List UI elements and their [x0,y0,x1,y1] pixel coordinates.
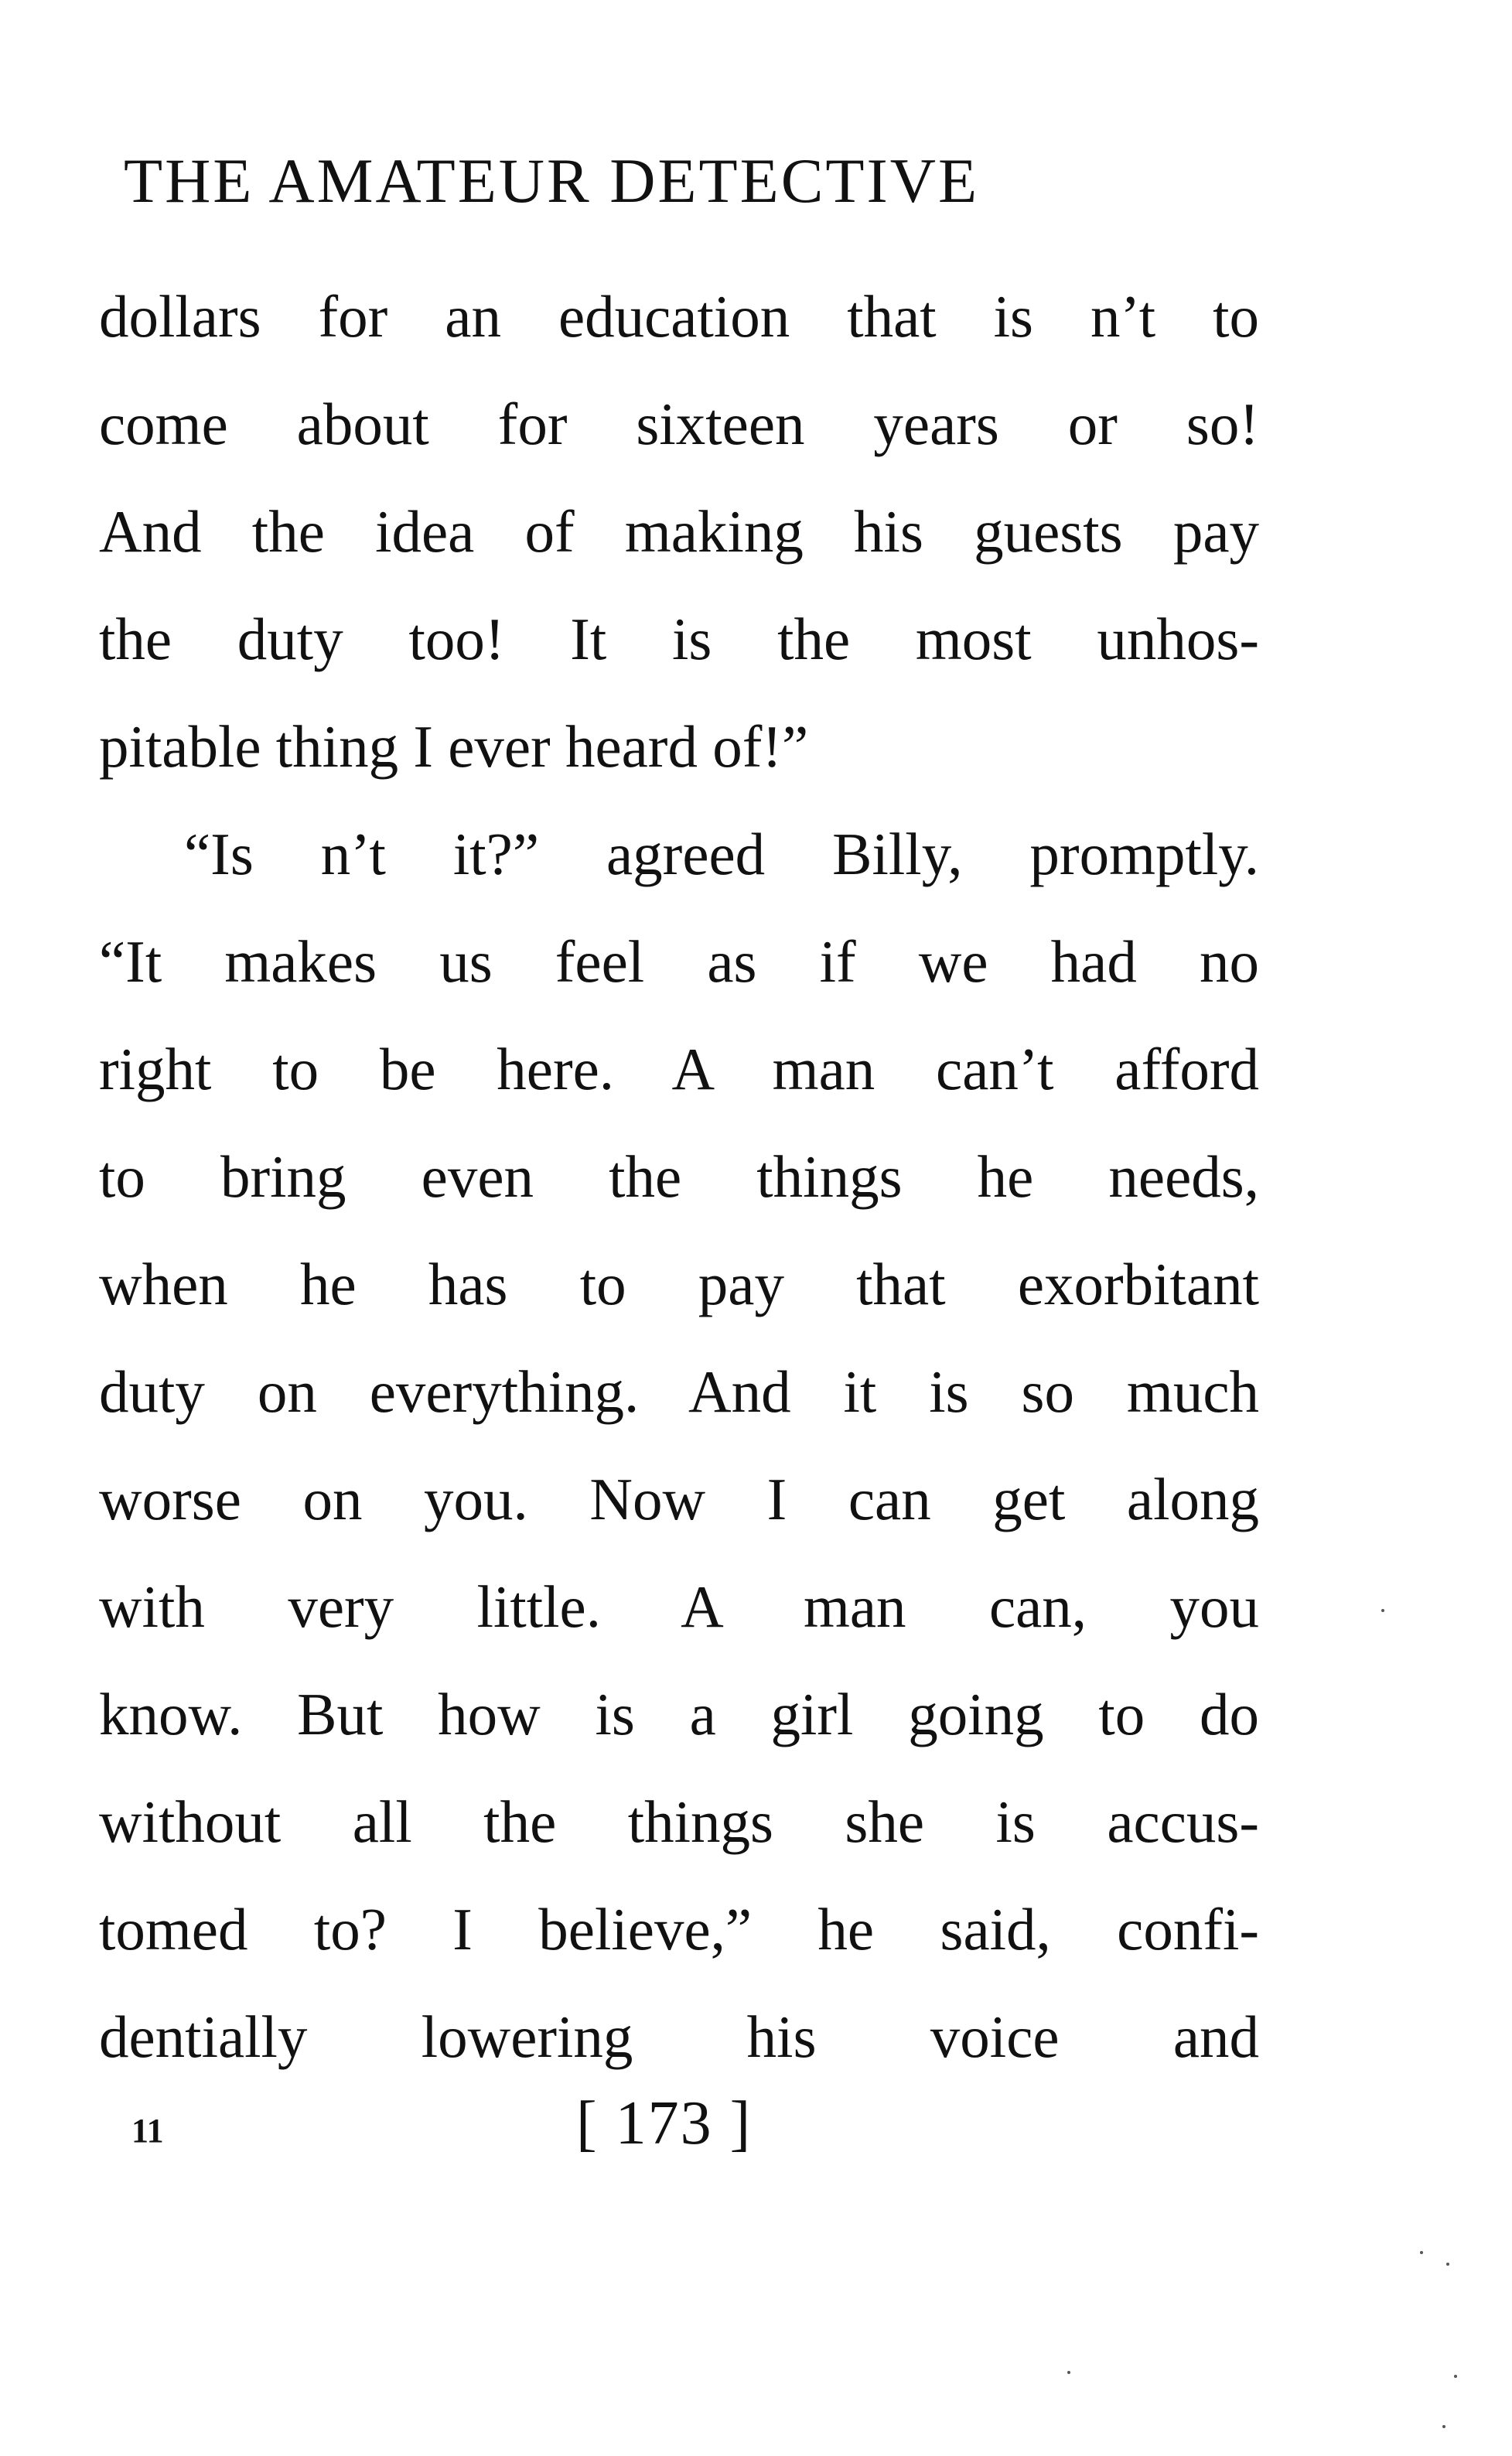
scan-speck [1454,2375,1457,2378]
text-line: “Is n’t it?” agreed Billy, promptly. [184,821,1259,887]
text-line: without all the things she is accus- [99,1788,1259,1855]
text-line: And the idea of making his guests pay [99,498,1259,565]
text-line: the duty too! It is the most unhos- [99,606,1259,672]
text-line: pitable thing I ever heard of!” [99,713,809,780]
body-text [99,263,1259,2091]
scan-speck [1446,2263,1449,2266]
scan-speck [1067,2371,1070,2374]
text-line: duty on everything. And it is so much [99,1358,1259,1425]
text-line: come about for sixteen years or so! [99,391,1259,457]
scan-speck [1420,2251,1423,2254]
running-title: THE AMATEUR DETECTIVE [124,145,980,216]
text-line: “It makes us feel as if we had no [99,928,1259,995]
text-line: with very little. A man can, you [99,1573,1259,1640]
scan-speck [1442,2425,1445,2428]
signature-mark: 11 [131,2112,164,2150]
text-line: dollars for an education that is n’t to [99,283,1259,350]
page-number: [ 173 ] [576,2089,753,2157]
scan-speck [1381,1609,1384,1612]
text-line: right to be here. A man can’t afford [99,1036,1259,1102]
text-line: to bring even the things he needs, [99,1143,1259,1210]
text-line: know. But how is a girl going to do [99,1681,1259,1747]
text-line: when he has to pay that exorbitant [99,1251,1259,1317]
text-line: tomed to? I believe,” he said, confi- [99,1896,1259,1962]
text-line: dentially lowering his voice and [99,2003,1259,2070]
text-line: worse on you. Now I can get along [99,1466,1259,1532]
